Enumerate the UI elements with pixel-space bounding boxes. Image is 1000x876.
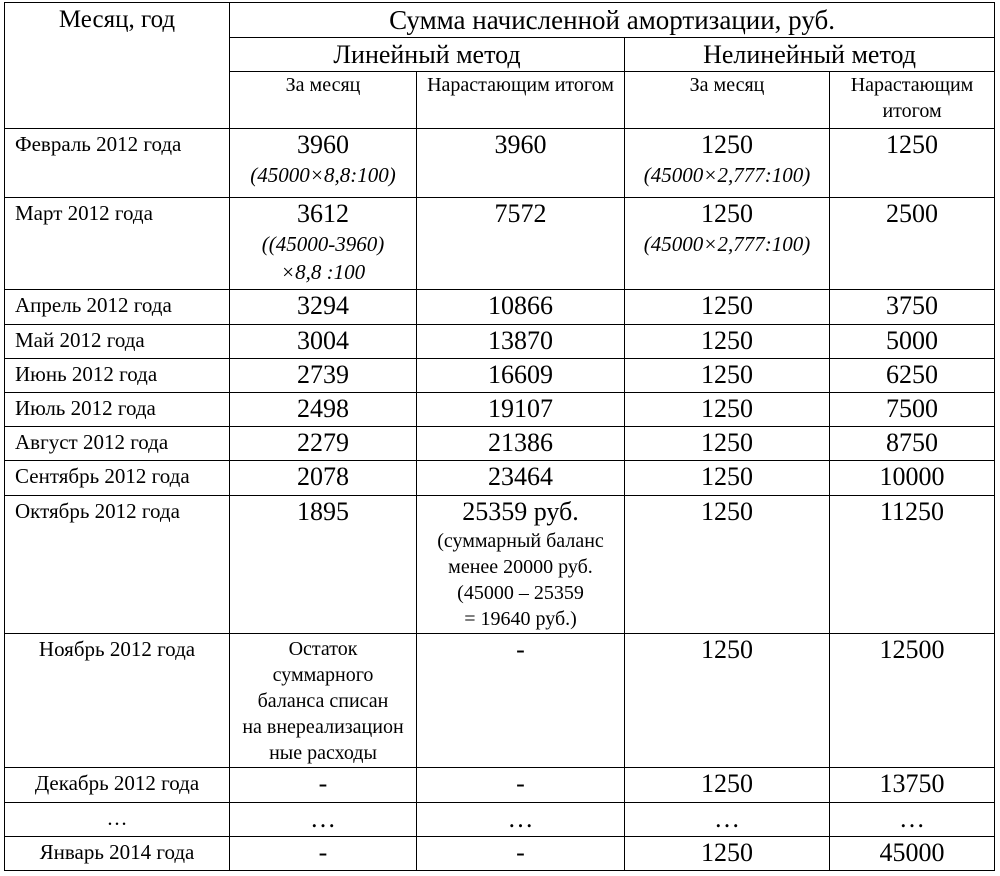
nonlinear-cumulative-cell: 1250 (830, 129, 995, 198)
amortization-table (4, 2, 995, 871)
linear-month-cell: 1895 (230, 496, 417, 634)
table-row (5, 496, 995, 634)
linear-month-cell: 3612 ((45000-3960) ×8,8 :100 (230, 198, 417, 290)
linear-month-cell: 3294 (230, 290, 417, 325)
table-row (5, 803, 995, 837)
nonlinear-cumulative-cell: 6250 (830, 359, 995, 393)
linear-cumulative-cell: 19107 (417, 393, 625, 427)
month-cell: Март 2012 года (5, 198, 230, 290)
linear-month-cell (230, 634, 417, 768)
month-cell: Сентябрь 2012 года (5, 461, 230, 496)
linear-month-cell: - (230, 837, 417, 871)
nonlinear-month-cell: 1250 (45000×2,777:100) (625, 198, 830, 290)
header-month-year: Месяц, год (5, 3, 230, 129)
nonlinear-month-cell: 1250 (625, 837, 830, 871)
linear-month-cell: … (230, 803, 417, 837)
linear-cumulative-cell: 13870 (417, 325, 625, 359)
table-row (5, 461, 995, 496)
linear-cumulative-cell: - (417, 768, 625, 803)
nonlinear-cumulative-cell: 2500 (830, 198, 995, 290)
table-row (5, 290, 995, 325)
nonlinear-cumulative-cell: 11250 (830, 496, 995, 634)
table-row (5, 634, 995, 768)
nonlinear-month-cell: 1250 (625, 768, 830, 803)
month-cell: Декабрь 2012 года (5, 768, 230, 803)
linear-cumulative-cell: 16609 (417, 359, 625, 393)
table-row (5, 768, 995, 803)
note-line: суммарного (272, 664, 374, 686)
linear-month-cell: 2498 (230, 393, 417, 427)
nonlinear-cumulative-cell: 10000 (830, 461, 995, 496)
linear-cumulative-cell: … (417, 803, 625, 837)
header-linear-per-month: За месяц (230, 72, 417, 129)
formula-text: ((45000-3960) (261, 232, 385, 256)
month-cell: Февраль 2012 года (5, 129, 230, 198)
nonlinear-month-cell: 1250 (625, 496, 830, 634)
linear-cumulative-cell: 23464 (417, 461, 625, 496)
header-nonlinear-method: Нелинейный метод (625, 38, 995, 72)
formula-text: (45000×2,777:100) (643, 232, 811, 256)
linear-month-cell: 3960 (45000×8,8:100) (230, 129, 417, 198)
table-row (5, 325, 995, 359)
header-nonlinear-per-month: За месяц (625, 72, 830, 129)
month-cell: Ноябрь 2012 года (5, 634, 230, 768)
note-line: баланса списан (257, 690, 389, 712)
linear-cumulative-cell: - (417, 634, 625, 768)
linear-month-cell: 2279 (230, 427, 417, 461)
note-line: (45000 – 25359 (457, 582, 584, 604)
formula-text: ×8,8 :100 (280, 260, 366, 284)
linear-cumulative-cell: 7572 (417, 198, 625, 290)
linear-month-cell: 2739 (230, 359, 417, 393)
nonlinear-cumulative-cell: 3750 (830, 290, 995, 325)
nonlinear-month-cell: 1250 (625, 461, 830, 496)
linear-month-cell: - (230, 768, 417, 803)
nonlinear-cumulative-cell: … (830, 803, 995, 837)
nonlinear-month-cell: 1250 (625, 634, 830, 768)
note-line: = 19640 руб.) (464, 608, 577, 630)
month-cell: Май 2012 года (5, 325, 230, 359)
nonlinear-month-cell: 1250 (625, 393, 830, 427)
nonlinear-month-cell: 1250 (625, 325, 830, 359)
nonlinear-month-cell: 1250 (625, 290, 830, 325)
nonlinear-month-cell: 1250 (45000×2,777:100) (625, 129, 830, 198)
linear-cumulative-cell: 25359 руб. (суммарный баланс менее 20000 руб. (45000 – 25359 = 19640 руб.) (417, 496, 625, 634)
header-amount-title: Сумма начисленной амортизации, руб. (230, 3, 995, 38)
note-line: Остаток (288, 638, 358, 660)
linear-month-cell: 2078 (230, 461, 417, 496)
formula-text: (45000×8,8:100) (250, 163, 396, 187)
linear-cumulative-cell: - (417, 837, 625, 871)
header-linear-method: Линейный метод (230, 38, 625, 72)
nonlinear-month-cell: 1250 (625, 427, 830, 461)
linear-month-cell: 3004 (230, 325, 417, 359)
table-row (5, 198, 995, 290)
nonlinear-month-cell: … (625, 803, 830, 837)
nonlinear-cumulative-cell: 45000 (830, 837, 995, 871)
linear-cumulative-cell: 3960 (417, 129, 625, 198)
nonlinear-cumulative-cell: 7500 (830, 393, 995, 427)
month-cell: Июнь 2012 года (5, 359, 230, 393)
nonlinear-cumulative-cell: 12500 (830, 634, 995, 768)
month-cell: Октябрь 2012 года (5, 496, 230, 634)
formula-text: (45000×2,777:100) (643, 163, 811, 187)
header-linear-cumulative: Нарастающим итогом (417, 72, 625, 129)
linear-cumulative-cell: 10866 (417, 290, 625, 325)
table-row (5, 837, 995, 871)
linear-cumulative-cell: 21386 (417, 427, 625, 461)
month-cell: Июль 2012 года (5, 393, 230, 427)
header-nonlinear-cumulative: Нарастающим итогом (830, 72, 995, 129)
nonlinear-cumulative-cell: 8750 (830, 427, 995, 461)
month-cell: Август 2012 года (5, 427, 230, 461)
nonlinear-cumulative-cell: 13750 (830, 768, 995, 803)
note-line: (суммарный баланс (437, 530, 604, 552)
nonlinear-month-cell: 1250 (625, 359, 830, 393)
month-cell: … (5, 803, 230, 837)
table-row (5, 393, 995, 427)
note-line: ные расходы (269, 742, 377, 764)
table-row (5, 129, 995, 198)
note-line: менее 20000 руб. (448, 556, 593, 578)
table-row (5, 359, 995, 393)
note-line: на внереализацион (242, 716, 404, 738)
month-cell: Апрель 2012 года (5, 290, 230, 325)
nonlinear-cumulative-cell: 5000 (830, 325, 995, 359)
table-row (5, 427, 995, 461)
month-cell: Январь 2014 года (5, 837, 230, 871)
